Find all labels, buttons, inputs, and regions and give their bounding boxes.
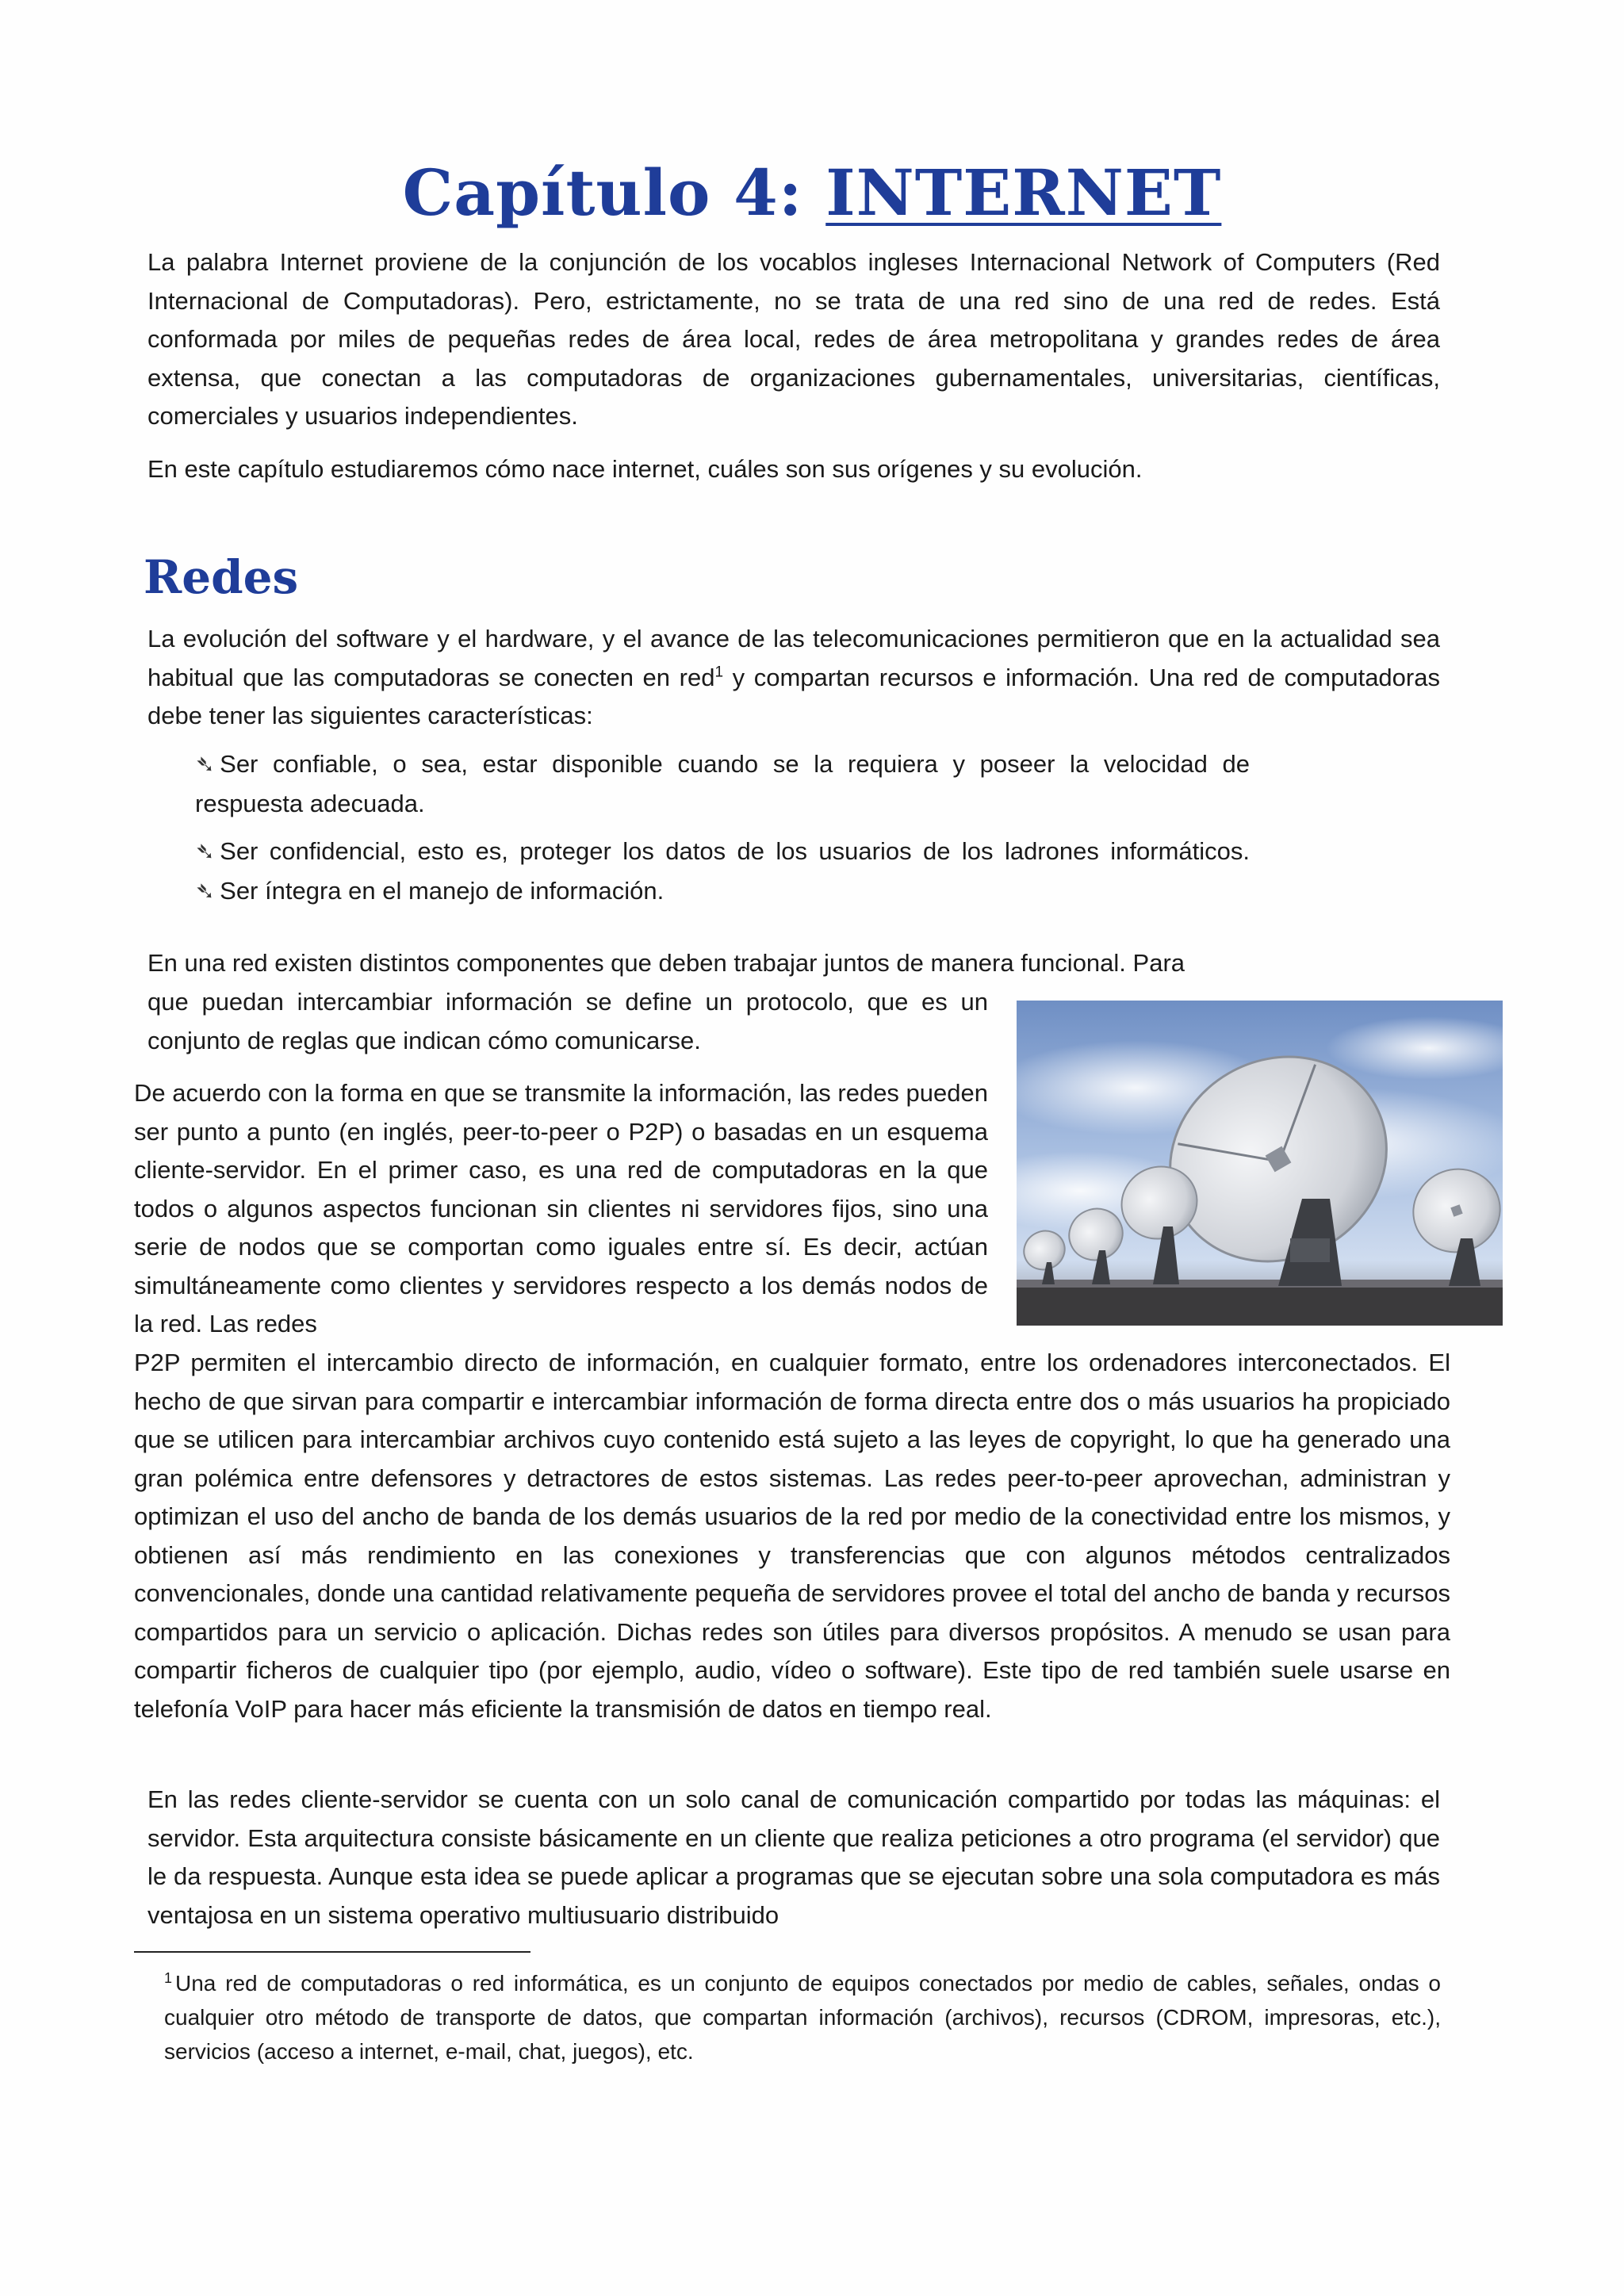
footnote-reference[interactable]: 1 bbox=[714, 664, 724, 681]
p2p-paragraph-wrapped: De acuerdo con la forma en que se transmite la información, las redes pueden ser punto a punto (en inglés, peer-to-peer o P2P) o basadas en un esquema cliente-servidor. En el primer caso, es una red de computadoras en la que todos o algunos aspectos funcionan sin clientes ni servidores fijos, sino una serie de nodos que se comportan como iguales entre sí. Es decir, actúan simultáneamente como clientes y servidores respecto a los demás nodos de la red. Las redes bbox=[134, 1079, 988, 1337]
p2p-paragraph: P2P permiten el intercambio directo de información, en cualquier formato, entre los ordenadores interconectados. El hecho de que sirvan para compartir e intercambiar información de forma directa entre dos o más usuarios ha propiciado que se utilicen para intercambiar archivos cuyo contenido está sujeto a las leyes de copyright, lo que ha generado una gran polémica entre defensores y detractores de estos sistemas. Las redes peer-to-peer aprovechan, administran y optimizan el uso del ancho de banda de los demás usuarios de la red por medio de la conectividad entre los mismos, y obtienen así más rendimiento en las conexiones y transferencias que con algunos métodos centralizados convencionales, donde una cantidad relativamente pequeña de servidores provee el total del ancho de banda y recursos compartidos para un servicio o aplicación. Dichas redes son útiles para diversos propósitos. A menudo se usan para compartir ficheros de cualquier tipo (por ejemplo, audio, vídeo o software). Este tipo de red también suele usarse en telefonía VoIP para hacer más eficiente la transmisión de datos en tiempo real. bbox=[134, 1349, 1450, 1723]
list-item bbox=[195, 832, 1250, 911]
footnote-number: 1 bbox=[164, 1969, 173, 1986]
chapter-title bbox=[0, 149, 1624, 236]
protocol-paragraph: que puedan intercambiar información se define un protocolo, que es un conjunto de reglas que indican cómo comunicarse. bbox=[147, 988, 988, 1054]
footnote-text: Una red de computadoras o red informática, es un conjunto de equipos conectados por medio de cables, señales, ondas o cualquier otro método de transporte de datos, que compartan información (archivos), recursos (CDROM, impresoras, etc.), servicios (acceso a internet, e-mail, chat, juegos), etc. bbox=[164, 1971, 1441, 2064]
arrow-bullet-icon: ➴ bbox=[195, 878, 216, 905]
chapter-title-prefix: Capítulo 4: bbox=[402, 155, 826, 230]
chapter-title-internet: INTERNET bbox=[825, 155, 1222, 230]
satellite-dishes-photo bbox=[1017, 1001, 1503, 1326]
redes-intro-text-a: La evolución del software y el hardware, y el avance de las telecomunicaciones permitieron que en la actualidad sea habitual que las computadoras se conecten en red bbox=[147, 625, 1440, 691]
client-server-paragraph: En las redes cliente-servidor se cuenta con un solo canal de comunicación compartido por todas las máquinas: el servidor. Esta arquitectura consiste básicamente en un cliente que realiza peticiones a otro programa (el servidor) que le da respuesta. Aunque esta idea se puede aplicar a programas que se ejecutan sobre una sola computadora es más ventajosa en un sistema operativo multiusuario distribuido bbox=[147, 1785, 1440, 1929]
section-heading-redes: Redes bbox=[144, 550, 299, 604]
list-item-text: Ser confidencial, esto es, proteger los datos de los usuarios de los ladrones informáticos. bbox=[220, 837, 1250, 865]
redes-intro-text-b: y compartan recursos e información. Una red de computadoras debe tener las siguientes características: bbox=[147, 663, 1440, 729]
arrow-bullet-icon: ➴ bbox=[195, 839, 216, 865]
intro-chapter-summary: En este capítulo estudiaremos cómo nace internet, cuáles son sus orígenes y su evolución. bbox=[147, 455, 1143, 483]
arrow-bullet-icon: ➴ bbox=[195, 752, 216, 778]
list-item bbox=[195, 745, 1250, 823]
characteristics-list bbox=[195, 745, 1250, 911]
footnote-separator bbox=[134, 1951, 530, 1953]
components-paragraph-line: En una red existen distintos componentes que deben trabajar juntos de manera funcional. Para bbox=[147, 949, 1185, 977]
footnote bbox=[164, 1966, 1441, 2068]
intro-paragraph: La palabra Internet proviene de la conjunción de los vocablos ingleses Internacional Network of Computers (Red Internacional de Computadoras). Pero, estrictamente, no se trata de una red sino de una red de redes. Está conformada por miles de pequeñas redes de área local, redes de área metropolitana y grandes redes de área extensa, que conectan a las computadoras de organizaciones gubernamentales, universitarias, científicas, comerciales y usuarios independientes. bbox=[147, 248, 1440, 430]
list-item-text: Ser confiable, o sea, estar disponible cuando se la requiera y poseer la velocidad de respuesta adecuada. bbox=[195, 750, 1250, 817]
redes-intro-paragraph bbox=[147, 620, 1440, 736]
list-item-text: Ser íntegra en el manejo de información. bbox=[220, 876, 665, 905]
